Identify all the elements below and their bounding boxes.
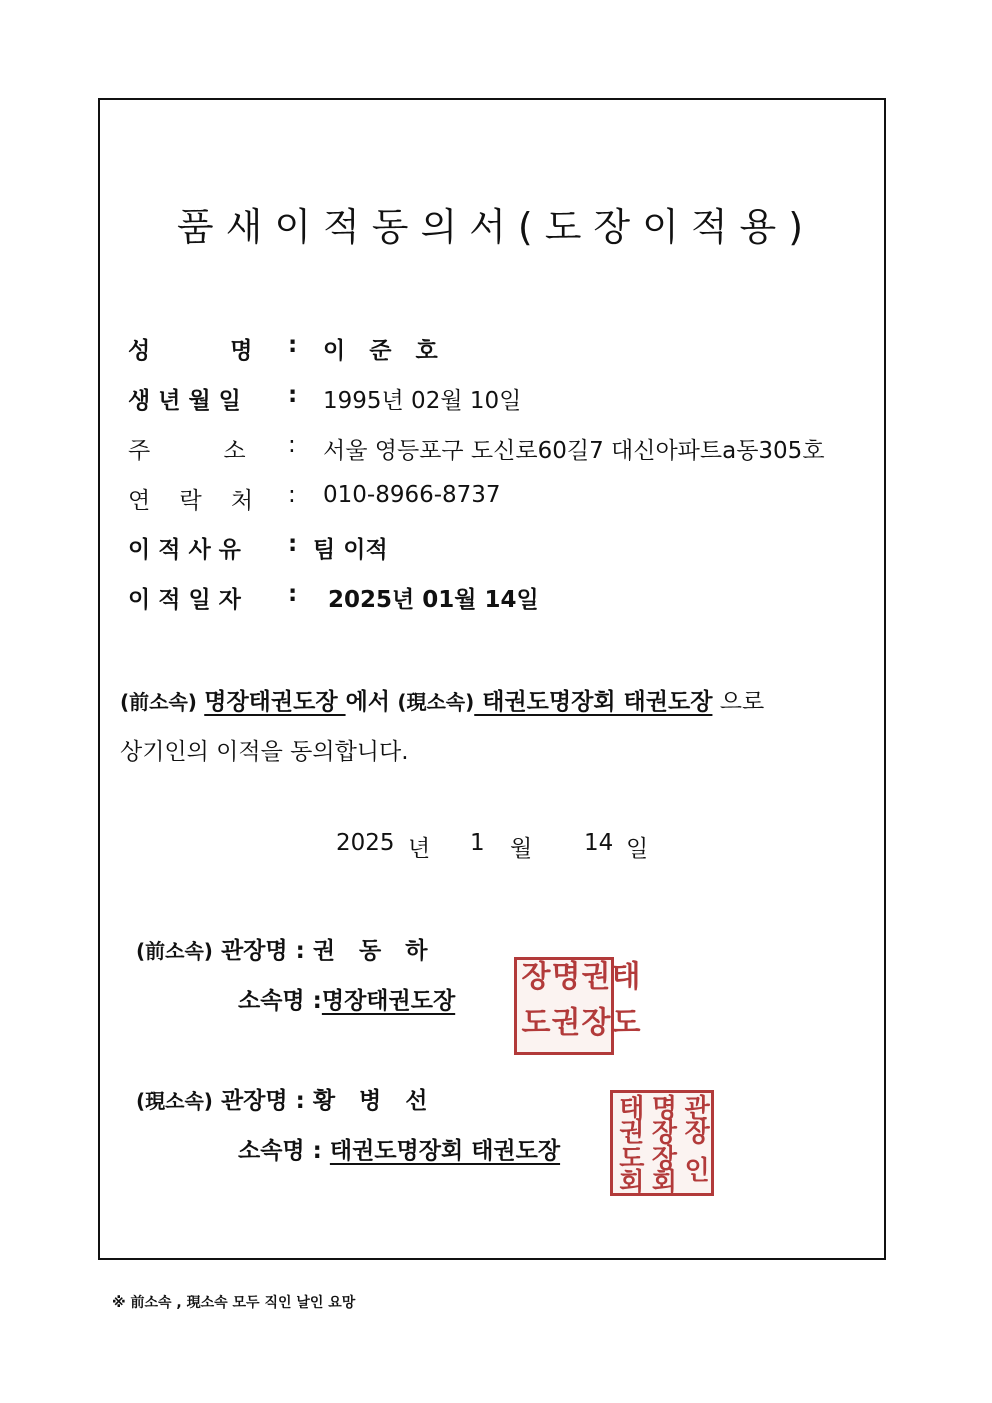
colon: : <box>312 1138 322 1164</box>
field-value: 서울 영등포구 도신로60길7 대신아파트a동305호 <box>323 438 825 464</box>
prev-dojang-seal: 명장 태권 권도 도장 <box>514 957 614 1055</box>
field-colon: : <box>288 432 296 458</box>
curr-dojang-row <box>238 1132 560 1165</box>
field-colon: : <box>288 382 298 408</box>
field-label: 이 적 사 유 <box>128 537 241 563</box>
prev-affiliation-tag: (前소속) <box>120 690 197 714</box>
prev-director-row <box>136 932 436 965</box>
footnote: ※ 前소속 , 現소속 모두 직인 날인 요망 <box>112 1295 356 1311</box>
field-colon: : <box>288 581 298 607</box>
curr-dojang-seal: 태권 명장 관장 도회 장회 인 <box>610 1090 714 1196</box>
colon: : <box>295 938 305 964</box>
field-value: 2025년 01월 14일 <box>328 587 539 613</box>
date-month: 1 <box>470 830 485 856</box>
curr-director-label: 관장명 <box>220 1088 288 1114</box>
curr-director-name: 황 병 선 <box>312 1088 436 1114</box>
curr-tag: (現소속) <box>136 1089 213 1113</box>
curr-affiliation-tag: (現소속) <box>397 690 475 714</box>
statement-line-2: 상기인의 이적을 동의합니다. <box>120 739 409 765</box>
date-day: 14 <box>584 830 614 856</box>
prev-dojang-label: 소속명 <box>238 988 305 1014</box>
prev-director-label: 관장명 <box>220 938 288 964</box>
colon: : <box>295 1088 305 1114</box>
field-colon: : <box>288 531 298 557</box>
field-value: 010-8966-8737 <box>323 482 501 508</box>
statement-line-1 <box>120 683 882 716</box>
prev-director-name: 권 동 하 <box>312 938 436 964</box>
prev-dojang-row <box>238 982 455 1015</box>
curr-dojang-value: 태권도명장회 태권도장 <box>329 1138 561 1164</box>
field-value: 팀 이적 <box>313 537 388 563</box>
field-label: 성 명 <box>128 338 253 364</box>
prev-dojang-value: 명장태권도장 <box>321 988 456 1014</box>
field-label: 연 락 처 <box>128 488 254 514</box>
date-year-unit: 년 <box>408 836 431 862</box>
curr-dojang-name: 태권도명장회 태권도장 <box>474 689 713 715</box>
date-year: 2025 <box>336 830 395 856</box>
prev-dojang-name: 명장태권도장 <box>204 689 346 715</box>
from-word: 에서 <box>345 689 390 715</box>
field-label: 생 년 월 일 <box>128 388 241 414</box>
field-colon: : <box>288 332 298 358</box>
to-word: 으로 <box>719 689 765 715</box>
date-day-unit: 일 <box>626 836 649 862</box>
field-value: 이 준 호 <box>323 338 446 364</box>
field-colon: : <box>288 482 296 508</box>
curr-dojang-label: 소속명 <box>238 1138 305 1164</box>
field-label: 이 적 일 자 <box>128 587 241 613</box>
prev-tag: (前소속) <box>136 939 213 963</box>
curr-director-row <box>136 1082 436 1115</box>
colon: : <box>312 988 322 1014</box>
date-month-unit: 월 <box>510 836 533 862</box>
field-label: 주 소 <box>128 438 246 464</box>
field-value: 1995년 02월 10일 <box>323 388 522 414</box>
document-title: 품새이적동의서(도장이적용) <box>176 205 816 249</box>
